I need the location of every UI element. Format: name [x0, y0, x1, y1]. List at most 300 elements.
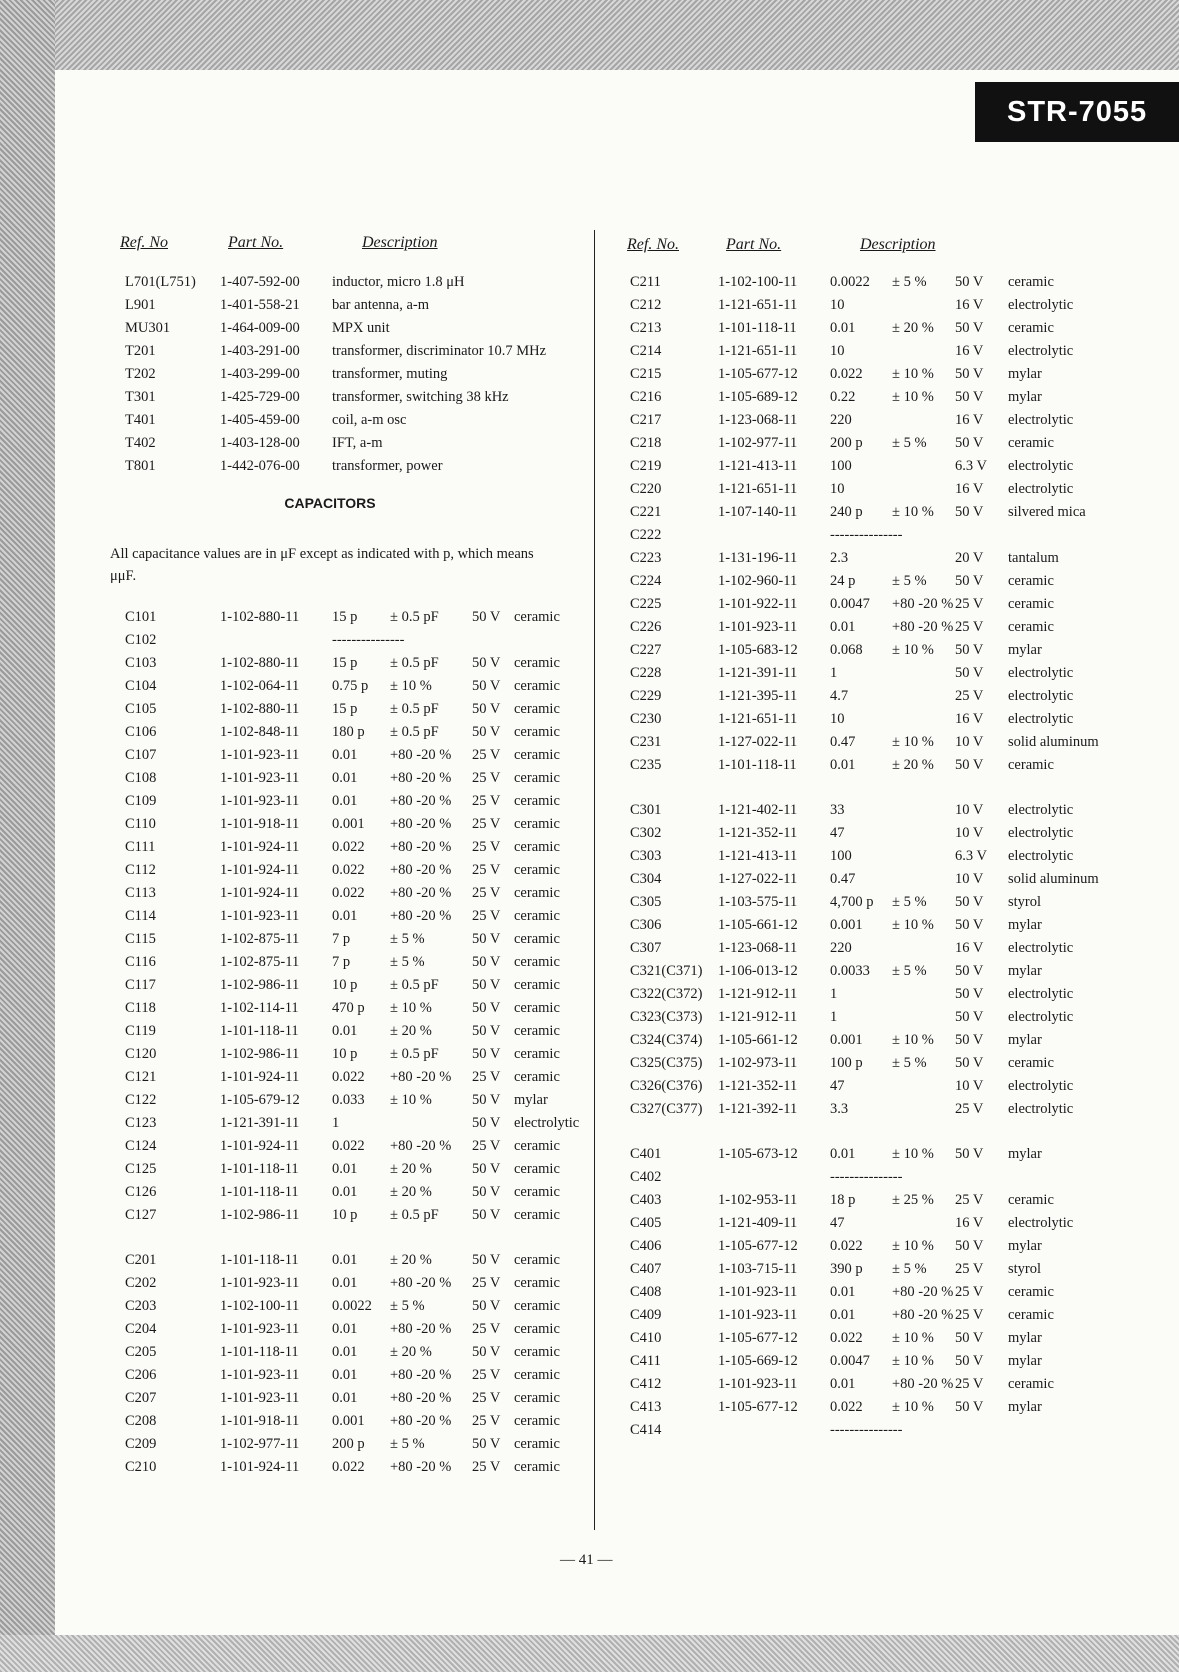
part-no: 1-101-923-11	[220, 1367, 300, 1383]
part-no: 1-121-391-11	[220, 1115, 300, 1131]
ref-no: C120	[125, 1046, 157, 1062]
tolerance: ± 0.5 pF	[390, 1207, 439, 1223]
tolerance: +80 -20 %	[892, 596, 954, 612]
part-no: 1-105-679-12	[220, 1092, 300, 1108]
cap-type: electrolytic	[1008, 458, 1074, 474]
tolerance: ± 10 %	[390, 1000, 432, 1016]
part-no: 1-102-880-11	[220, 609, 300, 625]
tolerance: ± 10 %	[390, 1092, 432, 1108]
group-gap	[110, 1228, 590, 1250]
ref-no: C214	[630, 343, 662, 359]
capacitor-row	[110, 1388, 590, 1411]
part-no: 1-107-140-11	[718, 504, 798, 520]
inductor-list	[110, 272, 590, 479]
voltage: 50 V	[472, 724, 501, 740]
cap-type: ceramic	[514, 931, 560, 947]
part-no: 1-102-875-11	[220, 931, 300, 947]
capacitance: 0.01	[332, 1367, 358, 1383]
part-no: 1-105-677-12	[718, 366, 798, 382]
ref-no: C216	[630, 389, 662, 405]
capacitance: 15 p	[332, 655, 358, 671]
tolerance: ± 5 %	[390, 1298, 425, 1314]
capacitance: 15 p	[332, 701, 358, 717]
ref-no: C126	[125, 1184, 157, 1200]
capacitance: 220	[830, 412, 852, 428]
capacitance: 0.01	[332, 1321, 358, 1337]
cap-type: ceramic	[1008, 1376, 1054, 1392]
capacitor-row	[630, 456, 1140, 479]
tolerance: ± 5 %	[892, 274, 927, 290]
capacitance: 4,700 p	[830, 894, 874, 910]
ref-no: C108	[125, 770, 157, 786]
part-no: 1-121-395-11	[718, 688, 798, 704]
capacitor-row	[630, 915, 1140, 938]
voltage: 16 V	[955, 481, 984, 497]
cap-type: ceramic	[514, 1046, 560, 1062]
ref-no: C127	[125, 1207, 157, 1223]
capacitor-row	[630, 525, 1140, 548]
cap-type: electrolytic	[1008, 940, 1074, 956]
part-no: 1-425-729-00	[220, 389, 300, 405]
capacitors-note: All capacitance values are in μF except as indicated with p, which means μμF.	[110, 546, 534, 584]
part-no: 1-105-677-12	[718, 1399, 798, 1415]
tolerance: ± 5 %	[892, 1055, 927, 1071]
part-no: 1-102-848-11	[220, 724, 300, 740]
capacitor-row	[630, 1144, 1140, 1167]
part-no: 1-101-924-11	[220, 1138, 300, 1154]
part-no: 1-102-100-11	[220, 1298, 300, 1314]
capacitor-row	[630, 1236, 1140, 1259]
ref-no: C215	[630, 366, 662, 382]
ref-no: C413	[630, 1399, 662, 1415]
capacitor-row	[630, 1167, 1140, 1190]
model-tag: STR-7055	[975, 82, 1179, 142]
tolerance: ± 10 %	[892, 504, 934, 520]
capacitor-row	[630, 1420, 1140, 1443]
ref-no: T301	[125, 389, 156, 405]
inductor-row	[110, 456, 590, 479]
voltage: 20 V	[955, 550, 984, 566]
tolerance: ± 5 %	[892, 435, 927, 451]
cap-type: ceramic	[514, 908, 560, 924]
cap-type: electrolytic	[1008, 711, 1074, 727]
capacitance: 0.001	[830, 917, 863, 933]
part-no: 1-405-459-00	[220, 412, 300, 428]
capacitance: 47	[830, 1215, 845, 1231]
ref-no: C211	[630, 274, 661, 290]
capacitance: ---------------	[830, 1422, 903, 1438]
ref-no: T202	[125, 366, 156, 382]
capacitor-row	[630, 800, 1140, 823]
tolerance: +80 -20 %	[892, 1284, 954, 1300]
voltage: 50 V	[955, 894, 984, 910]
ref-no: C235	[630, 757, 662, 773]
group-gap	[630, 778, 1140, 800]
capacitor-row	[630, 984, 1140, 1007]
ref-no: C405	[630, 1215, 662, 1231]
capacitor-row	[110, 1021, 590, 1044]
tolerance: ± 10 %	[892, 1353, 934, 1369]
capacitance: ---------------	[830, 1169, 903, 1185]
inductor-row	[110, 318, 590, 341]
part-no: 1-101-118-11	[220, 1161, 299, 1177]
capacitor-row	[110, 1319, 590, 1342]
ref-no: C321(C371)	[630, 963, 703, 979]
capacitance: 0.001	[332, 1413, 365, 1429]
capacitor-row	[110, 1067, 590, 1090]
part-no: 1-102-973-11	[718, 1055, 798, 1071]
capacitance: 100	[830, 848, 852, 864]
capacitance: 0.0047	[830, 596, 870, 612]
voltage: 50 V	[472, 1023, 501, 1039]
scan-noise-left	[0, 0, 55, 1672]
ref-no: C218	[630, 435, 662, 451]
capacitance: 0.47	[830, 871, 856, 887]
ref-no: C208	[125, 1413, 157, 1429]
capacitor-row	[630, 1053, 1140, 1076]
ref-no: C206	[125, 1367, 157, 1383]
capacitance: 0.01	[830, 1146, 856, 1162]
tolerance: +80 -20 %	[390, 1390, 452, 1406]
cap-type: mylar	[1008, 1330, 1042, 1346]
capacitor-row	[110, 860, 590, 883]
part-no: 1-127-022-11	[718, 871, 798, 887]
capacitance: 0.01	[332, 1252, 358, 1268]
capacitor-row	[110, 929, 590, 952]
tolerance: ± 5 %	[892, 1261, 927, 1277]
capacitor-row	[630, 1259, 1140, 1282]
voltage: 10 V	[955, 871, 984, 887]
capacitor-row	[630, 846, 1140, 869]
scan-noise-bottom	[0, 1635, 1179, 1672]
voltage: 50 V	[955, 504, 984, 520]
cap-type: ceramic	[514, 701, 560, 717]
cap-type: ceramic	[514, 885, 560, 901]
cap-type: ceramic	[514, 1069, 560, 1085]
capacitance: 4.7	[830, 688, 849, 704]
tolerance: +80 -20 %	[390, 908, 452, 924]
capacitor-row	[110, 1205, 590, 1228]
capacitance: 33	[830, 802, 845, 818]
part-no: 1-121-912-11	[718, 1009, 798, 1025]
tolerance: ± 0.5 pF	[390, 977, 439, 993]
part-no: 1-101-923-11	[220, 770, 300, 786]
ref-no: C410	[630, 1330, 662, 1346]
ref-no: C105	[125, 701, 157, 717]
part-no: 1-123-068-11	[718, 940, 798, 956]
cap-type: ceramic	[1008, 1284, 1054, 1300]
inductor-row	[110, 295, 590, 318]
voltage: 25 V	[955, 688, 984, 704]
capacitance: 390 p	[830, 1261, 863, 1277]
ref-no: C210	[125, 1459, 157, 1475]
ref-no: C205	[125, 1344, 157, 1360]
cap-type: mylar	[1008, 1353, 1042, 1369]
cap-type: electrolytic	[1008, 481, 1074, 497]
capacitance: 0.75 p	[332, 678, 369, 694]
capacitor-row	[110, 768, 590, 791]
ref-no: C401	[630, 1146, 662, 1162]
capacitance: 0.022	[332, 862, 365, 878]
voltage: 16 V	[955, 711, 984, 727]
voltage: 25 V	[472, 1069, 501, 1085]
ref-no: C229	[630, 688, 662, 704]
cap-type: mylar	[1008, 963, 1042, 979]
ref-no: C113	[125, 885, 156, 901]
ref-no: C412	[630, 1376, 662, 1392]
voltage: 50 V	[472, 1436, 501, 1452]
voltage: 50 V	[955, 1032, 984, 1048]
voltage: 50 V	[955, 320, 984, 336]
capacitance: 0.022	[830, 1238, 863, 1254]
voltage: 25 V	[472, 816, 501, 832]
inductor-row	[110, 410, 590, 433]
capacitance: 0.22	[830, 389, 856, 405]
ref-no: T201	[125, 343, 156, 359]
capacitance: 0.022	[332, 885, 365, 901]
capacitor-row	[110, 699, 590, 722]
tolerance: ± 5 %	[390, 954, 425, 970]
part-no: 1-401-558-21	[220, 297, 300, 313]
capacitor-row	[630, 1007, 1140, 1030]
capacitor-row	[110, 791, 590, 814]
part-no: 1-102-875-11	[220, 954, 300, 970]
capacitance: 220	[830, 940, 852, 956]
cap-type: styrol	[1008, 894, 1042, 910]
ref-no: C107	[125, 747, 157, 763]
capacitor-row	[110, 1250, 590, 1273]
ref-no: C112	[125, 862, 156, 878]
ref-no: C219	[630, 458, 662, 474]
part-no: 1-101-924-11	[220, 1069, 300, 1085]
capacitance: 18 p	[830, 1192, 856, 1208]
voltage: 50 V	[472, 655, 501, 671]
part-no: 1-101-118-11	[718, 757, 797, 773]
voltage: 50 V	[472, 977, 501, 993]
voltage: 25 V	[472, 1390, 501, 1406]
voltage: 25 V	[472, 793, 501, 809]
tolerance: ± 20 %	[390, 1252, 432, 1268]
part-no: 1-101-923-11	[220, 1275, 300, 1291]
voltage: 10 V	[955, 825, 984, 841]
ref-no: MU301	[125, 320, 171, 336]
cap-type: ceramic	[514, 977, 560, 993]
voltage: 25 V	[472, 885, 501, 901]
capacitance: 0.022	[830, 366, 863, 382]
ref-no: C204	[125, 1321, 157, 1337]
part-no: 1-102-977-11	[718, 435, 798, 451]
capacitor-row	[630, 1190, 1140, 1213]
capacitor-row	[110, 814, 590, 837]
capacitance: 0.0022	[332, 1298, 372, 1314]
capacitor-row	[110, 1365, 590, 1388]
tolerance: ± 10 %	[390, 678, 432, 694]
capacitance: 0.01	[332, 908, 358, 924]
ref-no: C124	[125, 1138, 157, 1154]
voltage: 50 V	[472, 1115, 501, 1131]
voltage: 50 V	[955, 1238, 984, 1254]
voltage: 25 V	[472, 1413, 501, 1429]
part-no: 1-101-924-11	[220, 1459, 300, 1475]
capacitance: 24 p	[830, 573, 856, 589]
cap-type: ceramic	[514, 1344, 560, 1360]
voltage: 16 V	[955, 343, 984, 359]
voltage: 50 V	[472, 1161, 501, 1177]
capacitance: 0.47	[830, 734, 856, 750]
part-no: 1-105-669-12	[718, 1353, 798, 1369]
capacitance: 0.01	[830, 1307, 856, 1323]
tolerance: +80 -20 %	[390, 1069, 452, 1085]
cap-type: ceramic	[514, 1207, 560, 1223]
ref-no: C225	[630, 596, 662, 612]
voltage: 25 V	[955, 619, 984, 635]
ref-no: C103	[125, 655, 157, 671]
tolerance: ± 10 %	[892, 734, 934, 750]
part-no: 1-101-923-11	[220, 793, 300, 809]
ref-no: C226	[630, 619, 662, 635]
voltage: 25 V	[955, 1192, 984, 1208]
capacitor-row	[110, 883, 590, 906]
capacitor-row	[630, 892, 1140, 915]
voltage: 50 V	[955, 366, 984, 382]
capacitor-row	[630, 341, 1140, 364]
capacitors-title: CAPACITORS	[284, 495, 376, 511]
tolerance: ± 0.5 pF	[390, 609, 439, 625]
capacitance: 0.01	[332, 1275, 358, 1291]
part-no: 1-464-009-00	[220, 320, 300, 336]
cap-type: ceramic	[514, 1000, 560, 1016]
capacitor-row	[630, 823, 1140, 846]
ref-no: C125	[125, 1161, 157, 1177]
part-no: 1-105-677-12	[718, 1238, 798, 1254]
cap-type: ceramic	[514, 770, 560, 786]
cap-type: silvered mica	[1008, 504, 1086, 520]
cap-type: mylar	[1008, 1399, 1042, 1415]
capacitance: 1	[830, 1009, 838, 1025]
capacitor-row	[110, 906, 590, 929]
cap-type: ceramic	[514, 1184, 560, 1200]
voltage: 50 V	[472, 1207, 501, 1223]
page-number: — 41 —	[560, 1552, 613, 1568]
ref-no: C325(C375)	[630, 1055, 703, 1071]
ref-no: C223	[630, 550, 662, 566]
cap-type: ceramic	[514, 793, 560, 809]
description: transformer, power	[332, 458, 443, 474]
part-no: 1-403-299-00	[220, 366, 300, 382]
tolerance: +80 -20 %	[390, 1275, 452, 1291]
part-no: 1-102-064-11	[220, 678, 300, 694]
header-desc: Description	[860, 236, 936, 253]
capacitor-row	[110, 607, 590, 630]
capacitor-row	[110, 653, 590, 676]
ref-no: C101	[125, 609, 157, 625]
tolerance: +80 -20 %	[390, 816, 452, 832]
ref-no: C106	[125, 724, 157, 740]
capacitor-row	[630, 1282, 1140, 1305]
capacitance: 0.022	[332, 1459, 365, 1475]
part-no: 1-121-392-11	[718, 1101, 798, 1117]
right-column	[627, 232, 1140, 1443]
capacitance: 470 p	[332, 1000, 365, 1016]
capacitor-row	[110, 1434, 590, 1457]
part-no: 1-102-100-11	[718, 274, 798, 290]
capacitor-row	[110, 1182, 590, 1205]
cap-type: ceramic	[514, 1413, 560, 1429]
part-no: 1-403-291-00	[220, 343, 300, 359]
voltage: 50 V	[955, 573, 984, 589]
cap-type: electrolytic	[1008, 1009, 1074, 1025]
ref-no: C119	[125, 1023, 156, 1039]
tolerance: ± 5 %	[892, 894, 927, 910]
capacitance: 15 p	[332, 609, 358, 625]
ref-no: C220	[630, 481, 662, 497]
capacitor-row	[110, 837, 590, 860]
ref-no: C230	[630, 711, 662, 727]
cap-type: mylar	[1008, 389, 1042, 405]
capacitance: 47	[830, 1078, 845, 1094]
part-no: 1-101-923-11	[718, 1307, 798, 1323]
capacitance: 0.01	[332, 770, 358, 786]
description: transformer, muting	[332, 366, 448, 382]
part-no: 1-121-352-11	[718, 825, 798, 841]
capacitor-row	[110, 1113, 590, 1136]
capacitance: 10	[830, 297, 845, 313]
capacitor-row	[630, 869, 1140, 892]
capacitor-row	[110, 745, 590, 768]
part-no: 1-101-923-11	[220, 747, 300, 763]
capacitance: 10	[830, 481, 845, 497]
cap-type: ceramic	[514, 1275, 560, 1291]
capacitor-row	[630, 387, 1140, 410]
voltage: 25 V	[472, 1459, 501, 1475]
capacitor-row	[630, 1030, 1140, 1053]
ref-no: C322(C372)	[630, 986, 703, 1002]
inductor-row	[110, 341, 590, 364]
voltage: 50 V	[472, 1092, 501, 1108]
tolerance: ± 5 %	[390, 1436, 425, 1452]
capacitance: 1	[830, 986, 838, 1002]
cap-type: ceramic	[514, 1161, 560, 1177]
cap-type: mylar	[1008, 1238, 1042, 1254]
capacitance: 0.022	[830, 1330, 863, 1346]
part-no: 1-121-651-11	[718, 481, 798, 497]
part-no: 1-102-986-11	[220, 1046, 300, 1062]
cap-type: ceramic	[514, 1138, 560, 1154]
cap-type: ceramic	[514, 1321, 560, 1337]
tolerance: ± 10 %	[892, 642, 934, 658]
ref-no: C403	[630, 1192, 662, 1208]
right-header	[627, 232, 1140, 264]
ref-no: C217	[630, 412, 662, 428]
ref-no: C114	[125, 908, 156, 924]
ref-no: C301	[630, 802, 662, 818]
cap-type: tantalum	[1008, 550, 1059, 566]
capacitor-row	[630, 272, 1140, 295]
ref-no: C302	[630, 825, 662, 841]
voltage: 50 V	[472, 1000, 501, 1016]
part-no: 1-101-923-11	[220, 1321, 300, 1337]
part-no: 1-102-953-11	[718, 1192, 798, 1208]
cap-type: styrol	[1008, 1261, 1042, 1277]
part-no: 1-102-114-11	[220, 1000, 299, 1016]
capacitor-row	[110, 722, 590, 745]
ref-no: C115	[125, 931, 156, 947]
part-no: 1-121-391-11	[718, 665, 798, 681]
ref-no: C303	[630, 848, 662, 864]
voltage: 50 V	[955, 917, 984, 933]
left-column	[110, 230, 590, 1480]
capacitor-row	[630, 732, 1140, 755]
